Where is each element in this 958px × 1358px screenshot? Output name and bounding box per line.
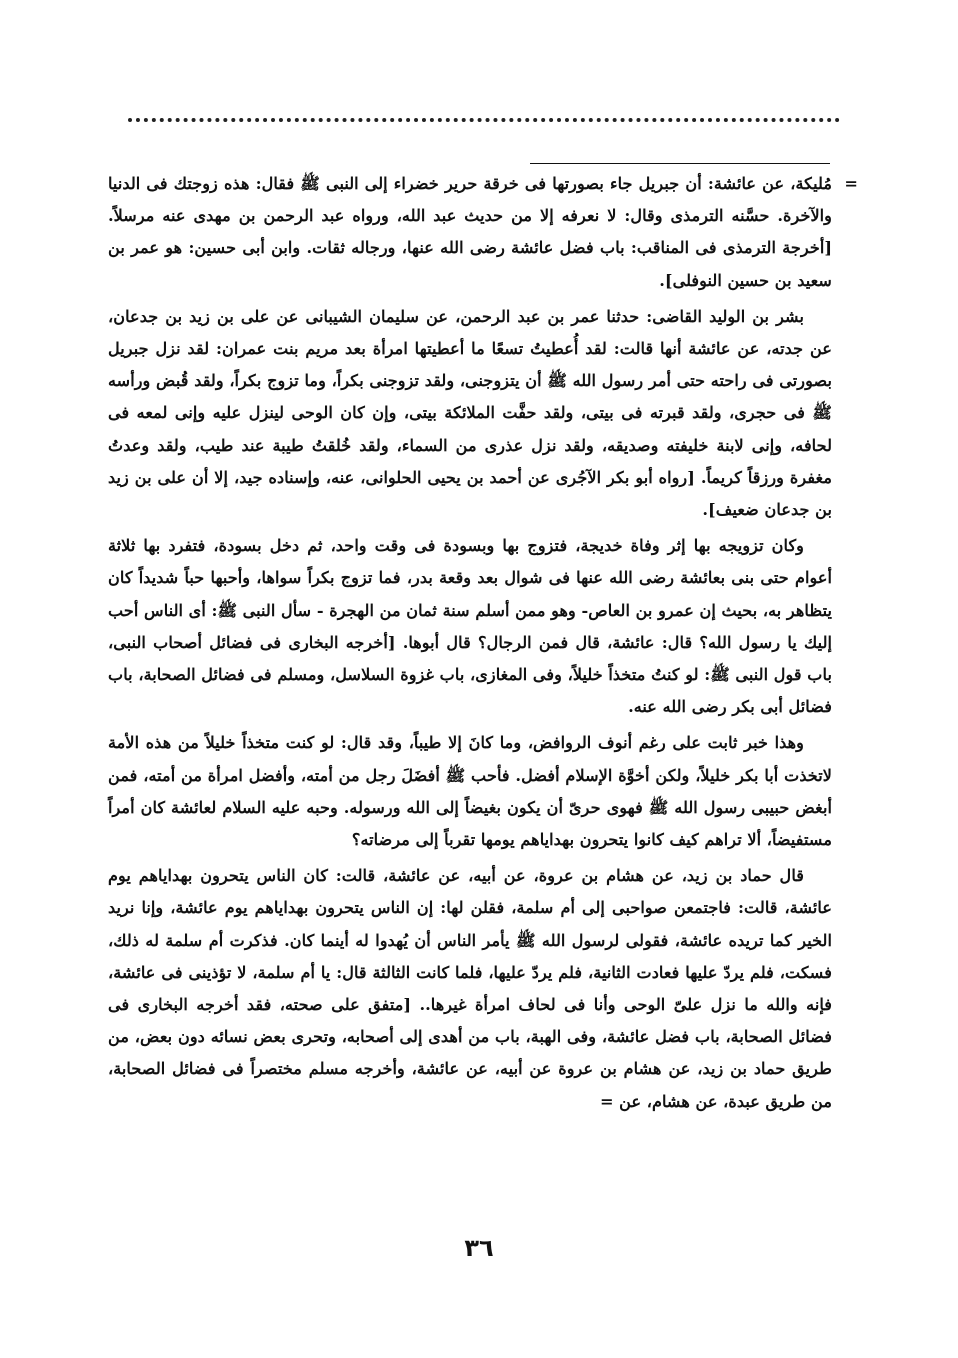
paragraph-text: مُليكة، عن عائشة: أن جبريل جاء بصورتها فى خرقة حرير خضراء إلى النبى ﷺ فقال: هذه زوجتك فى الدنيا والآخرة. حسَّنه الترمذى وقال: لا نعرفه إلا من حديث عبد الله، ورواه عبد الرحمن بن مهدى عنه مرسلاً. [أخرجة الترمذى فى المناقب: باب فضل عائشة رضى الله عنها، ورجاله ثقات. وابن أبى حسين: هو عمر بن سعيد بن حسين النوفلى]. [108,174,832,290]
page-number: ٣٦ [464,1234,494,1262]
footnote-paragraph-4: وهذا خبر ثابت على رغم أنوف الروافض، وما كانَ إلا طيباً، وقد قال: لو كنت متخذاً خليلاً من هذه الأمة لاتخذت أبا بكر خليلاً، ولكن أخوَّة الإسلام أفضل. فأحب ﷺ أفضَلَ رجل من أمته، وأفضل امرأة من أمته، فمن أبغض حبيبى رسول الله ﷺ فهوى حرىّ أن يكون بغيضاً إلى الله ورسوله. وحبه عليه السلام لعائشة كان أمراً مستفيضاً، ألا تراهم كيف كانوا يتحرون بهداياهم يومها تقرباً إلى مرضاته؟ [108,733,832,850]
footnote-paragraph-5: قال حماد بن زيد، عن هشام بن عروة، عن أبيه، عن عائشة، قالت: كان الناس يتحرون بهداياهم يوم عائشة، قالت: فاجتمعن صواحبى إلى أم سلمة، فقلن لها: إن الناس يتحرون بهداياهم يوم عائشة، وإنا نريد الخير كما تريده عائشة، فقولى لرسول الله ﷺ يأمر الناس أن يُهدوا له أينما كان. فذكرت أم سلمة له ذلك، فسكت، فلم يردّ عليها فعادت الثانية، فلم يردّ عليها، فلما كانت الثالثة قال: يا أم سلمة، لا تؤذينى فى عائشة، فإنه والله ما نزل علىّ الوحى وأنا فى لحاف امرأة غيرها.. [متفق على صحته، فقد أخرجه البخارى فى فضائل الصحابة، باب فضل عائشة، وفى الهبة، باب من أهدى إلى أصحابه، وتحرى بعض نسائه دون بعض، من طريق حماد بن زيد، عن هشام بن عروة عن أبيه، عن عائشة، وأخرجه مسلم مختصراً فى فضائل الصحابة، من طريق عبدة، عن هشام، عن = [108,866,832,1111]
footnote-text [108,168,858,1122]
dotted-separator [128,118,840,134]
footnote-paragraph-3: وكان تزويجه بها إثر وفاة خديجة، فتزوج بها وبسودة فى وقت واحد، ثم دخل بسودة، فتفرد بها ثلاثة أعوام حتى بنى بعائشة رضى الله عنها فى شوال بعد وقعة بدر، فما تزوج بكراً سواها، وأحبها حباً شديداً كان يتظاهر به، بحيث إن عمرو بن العاص- وهو ممن أسلم سنة ثمان من الهجرة - سأل النبى ﷺ: أى الناس أحب إليك يا رسول الله؟ قال: عائشة، قال فمن الرجال؟ قال أبوها. [أخرجه البخارى فى فضائل أصحاب النبى، باب قول النبى ﷺ: لو كنتُ متخذاً خليلاً، وفى المغازى، باب غزوة السلاسل، ومسلم فى فضائل الصحابة، باب فضائل أبى بكر رضى الله عنه. [108,536,832,717]
footnote-paragraph-2: بشر بن الوليد القاضى: حدثنا عمر بن عبد الرحمن، عن سليمان الشيبانى عن على بن زيد بن جدعان، عن جدته، عن عائشة أنها قالت: لقد أُعطيتُ تسعًا ما أعطيتها امرأة بعد مريم بنت عمران: لقد نزل جبريل بصورتى فى راحته حتى أمر رسول الله ﷺ أن يتزوجنى، ولقد تزوجنى بكراً، وما تزوج بكراً، ولقد قُبض ورأسه ﷺ فى حجرى، ولقد قبرته فى بيتى، ولقد حفَّت الملائكة بيتى، وإن كان الوحى لينزل عليه وإنى لمعه فى لحافه، وإنى لابنة خليفته وصديقه، ولقد نزل عذرى من السماء، ولقد خُلقتُ طيبة عند طيب، ولقد وعدتُ مغفرة ورزقاً كريماً. [رواه أبو بكر الآجُرى عن أحمد بن يحيى الحلوانى، عنه، وإسناده جيد، إلا أن على بن زيد بن جدعان ضعيف]. [108,306,832,520]
footnote-paragraph-1 [108,168,858,297]
footnote-rule [530,163,830,164]
continuation-mark: = [844,174,858,193]
